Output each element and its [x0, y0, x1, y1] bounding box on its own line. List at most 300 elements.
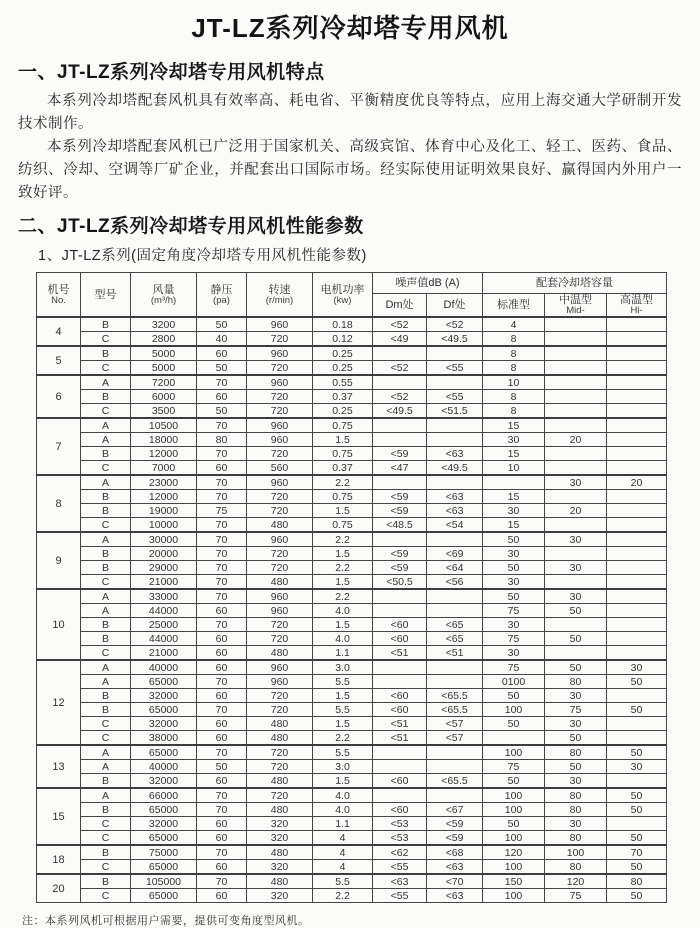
- cell-airflow: 25000: [131, 618, 197, 632]
- cell-power: 0.18: [313, 317, 373, 332]
- cell-noise-df: <63: [427, 490, 483, 504]
- table-row: [37, 731, 667, 746]
- cell-noise-dm: <53: [373, 831, 427, 846]
- cell-cap-hi: 30: [607, 760, 667, 774]
- cell-noise-dm: <53: [373, 817, 427, 831]
- cell-cap-standard: 30: [483, 547, 545, 561]
- cell-airflow: 3200: [131, 317, 197, 332]
- cell-cap-hi: 70: [607, 845, 667, 860]
- table-row: [37, 575, 667, 590]
- cell-cap-mid: 30: [545, 561, 607, 575]
- cell-noise-df: <70: [427, 874, 483, 889]
- cell-noise-dm: <60: [373, 774, 427, 789]
- header-capacity-mid: 中温型 Mid-: [545, 294, 607, 318]
- header-capacity-standard: 标准型: [483, 294, 545, 318]
- cell-cap-hi: [607, 817, 667, 831]
- cell-model: A: [81, 532, 131, 547]
- header-capacity-hi: 高温型 Hi-: [607, 294, 667, 318]
- table-row: [37, 788, 667, 803]
- cell-speed: 960: [247, 433, 313, 447]
- cell-noise-df: <65.5: [427, 774, 483, 789]
- cell-noise-dm: <55: [373, 860, 427, 875]
- cell-cap-hi: [607, 461, 667, 476]
- cell-cap-mid: 80: [545, 803, 607, 817]
- table-header: [37, 273, 667, 318]
- cell-model: A: [81, 375, 131, 390]
- cell-power: 2.2: [313, 532, 373, 547]
- cell-power: 4: [313, 860, 373, 875]
- cell-airflow: 30000: [131, 532, 197, 547]
- cell-speed: 560: [247, 461, 313, 476]
- cell-pressure: 75: [197, 504, 247, 518]
- cell-power: 4: [313, 831, 373, 846]
- cell-pressure: 70: [197, 447, 247, 461]
- table-row: [37, 589, 667, 604]
- cell-cap-standard: 100: [483, 788, 545, 803]
- cell-cap-standard: 30: [483, 618, 545, 632]
- cell-speed: 960: [247, 589, 313, 604]
- cell-unit-no: 5: [37, 346, 81, 375]
- cell-noise-dm: <47: [373, 461, 427, 476]
- cell-noise-dm: [373, 532, 427, 547]
- cell-noise-df: [427, 346, 483, 361]
- cell-cap-hi: [607, 447, 667, 461]
- cell-noise-df: [427, 675, 483, 689]
- cell-airflow: 32000: [131, 717, 197, 731]
- cell-cap-hi: 50: [607, 745, 667, 760]
- cell-cap-mid: [545, 375, 607, 390]
- cell-noise-df: <65: [427, 632, 483, 646]
- cell-speed: 960: [247, 532, 313, 547]
- cell-airflow: 19000: [131, 504, 197, 518]
- cell-pressure: 60: [197, 632, 247, 646]
- cell-airflow: 44000: [131, 632, 197, 646]
- cell-cap-standard: 50: [483, 561, 545, 575]
- cell-cap-standard: [483, 731, 545, 746]
- cell-power: 0.12: [313, 332, 373, 347]
- cell-model: B: [81, 703, 131, 717]
- performance-table: [36, 272, 667, 903]
- cell-speed: 720: [247, 689, 313, 703]
- cell-airflow: 65000: [131, 675, 197, 689]
- cell-power: 0.75: [313, 518, 373, 533]
- cell-power: 0.75: [313, 490, 373, 504]
- cell-pressure: 70: [197, 418, 247, 433]
- cell-cap-mid: 50: [545, 760, 607, 774]
- table-row: [37, 447, 667, 461]
- cell-cap-mid: [545, 618, 607, 632]
- table-row: [37, 889, 667, 903]
- cell-cap-mid: 20: [545, 504, 607, 518]
- cell-noise-df: <63: [427, 504, 483, 518]
- cell-pressure: 70: [197, 874, 247, 889]
- cell-power: 4.0: [313, 632, 373, 646]
- cell-noise-dm: <49.5: [373, 404, 427, 419]
- cell-noise-df: <65.5: [427, 689, 483, 703]
- cell-unit-no: 20: [37, 874, 81, 903]
- cell-speed: 320: [247, 889, 313, 903]
- cell-pressure: 70: [197, 375, 247, 390]
- header-noise-dm: Dm处: [373, 294, 427, 318]
- cell-pressure: 40: [197, 332, 247, 347]
- table-row: [37, 504, 667, 518]
- cell-model: B: [81, 803, 131, 817]
- cell-airflow: 65000: [131, 860, 197, 875]
- cell-model: A: [81, 475, 131, 490]
- table-row: [37, 418, 667, 433]
- cell-power: 5.5: [313, 675, 373, 689]
- cell-power: 2.2: [313, 731, 373, 746]
- cell-noise-dm: <55: [373, 889, 427, 903]
- cell-cap-standard: 50: [483, 589, 545, 604]
- cell-pressure: 60: [197, 717, 247, 731]
- cell-unit-no: 13: [37, 745, 81, 788]
- cell-power: 5.5: [313, 874, 373, 889]
- cell-cap-standard: 8: [483, 332, 545, 347]
- cell-noise-df: <64: [427, 561, 483, 575]
- cell-airflow: 12000: [131, 490, 197, 504]
- cell-model: C: [81, 860, 131, 875]
- table-row: [37, 760, 667, 774]
- cell-power: 0.37: [313, 390, 373, 404]
- cell-model: A: [81, 760, 131, 774]
- header-airflow: 风量 (m³/h): [131, 273, 197, 318]
- cell-noise-dm: <49: [373, 332, 427, 347]
- table-row: [37, 632, 667, 646]
- cell-cap-mid: [545, 490, 607, 504]
- cell-cap-mid: [545, 518, 607, 533]
- cell-airflow: 20000: [131, 547, 197, 561]
- cell-cap-hi: [607, 346, 667, 361]
- cell-cap-hi: [607, 547, 667, 561]
- cell-cap-hi: 50: [607, 675, 667, 689]
- cell-pressure: 60: [197, 346, 247, 361]
- cell-pressure: 60: [197, 390, 247, 404]
- cell-noise-df: [427, 660, 483, 675]
- cell-pressure: 60: [197, 889, 247, 903]
- cell-unit-no: 6: [37, 375, 81, 418]
- cell-model: C: [81, 404, 131, 419]
- cell-power: 4.0: [313, 788, 373, 803]
- cell-airflow: 32000: [131, 817, 197, 831]
- cell-cap-standard: 50: [483, 717, 545, 731]
- cell-airflow: 3500: [131, 404, 197, 419]
- cell-noise-dm: <60: [373, 803, 427, 817]
- cell-cap-hi: [607, 717, 667, 731]
- cell-cap-standard: 30: [483, 433, 545, 447]
- cell-noise-dm: [373, 418, 427, 433]
- cell-noise-dm: <60: [373, 689, 427, 703]
- cell-cap-mid: 75: [545, 889, 607, 903]
- cell-cap-mid: 100: [545, 845, 607, 860]
- cell-unit-no: 15: [37, 788, 81, 845]
- cell-noise-dm: <50.5: [373, 575, 427, 590]
- cell-cap-hi: [607, 375, 667, 390]
- cell-cap-mid: [545, 418, 607, 433]
- cell-cap-standard: [483, 475, 545, 490]
- cell-model: A: [81, 589, 131, 604]
- cell-airflow: 33000: [131, 589, 197, 604]
- table-row: [37, 831, 667, 846]
- cell-cap-standard: 50: [483, 817, 545, 831]
- cell-model: B: [81, 390, 131, 404]
- cell-noise-df: [427, 375, 483, 390]
- cell-power: 1.5: [313, 547, 373, 561]
- cell-noise-dm: <63: [373, 874, 427, 889]
- cell-model: B: [81, 447, 131, 461]
- cell-pressure: 60: [197, 774, 247, 789]
- cell-cap-standard: 100: [483, 745, 545, 760]
- cell-noise-df: [427, 532, 483, 547]
- cell-cap-mid: [545, 547, 607, 561]
- cell-airflow: 23000: [131, 475, 197, 490]
- cell-cap-standard: 100: [483, 703, 545, 717]
- cell-pressure: 60: [197, 646, 247, 661]
- cell-noise-df: <51.5: [427, 404, 483, 419]
- cell-noise-df: [427, 604, 483, 618]
- section2-heading: 二、JT-LZ系列冷却塔专用风机性能参数: [18, 216, 364, 237]
- cell-cap-mid: 120: [545, 874, 607, 889]
- section1-paragraph-2: 本系列冷却塔配套风机已广泛用于国家机关、高级宾馆、体育中心及化工、轻工、医药、食品、纺织、冷却、空调等厂矿企业，并配套出口国际市场。经实际使用证明效果良好、赢得国内外用户一致好评。: [18, 139, 682, 201]
- cell-model: C: [81, 332, 131, 347]
- cell-cap-standard: 50: [483, 532, 545, 547]
- cell-speed: 720: [247, 760, 313, 774]
- cell-cap-mid: 50: [545, 660, 607, 675]
- cell-cap-standard: 30: [483, 646, 545, 661]
- cell-speed: 960: [247, 660, 313, 675]
- cell-cap-hi: [607, 390, 667, 404]
- cell-cap-standard: 100: [483, 831, 545, 846]
- cell-model: B: [81, 346, 131, 361]
- cell-cap-standard: 15: [483, 518, 545, 533]
- cell-model: C: [81, 831, 131, 846]
- cell-cap-standard: 8: [483, 390, 545, 404]
- table-row: [37, 803, 667, 817]
- cell-noise-dm: <51: [373, 717, 427, 731]
- table-row: [37, 703, 667, 717]
- cell-speed: 720: [247, 632, 313, 646]
- cell-noise-dm: <52: [373, 361, 427, 376]
- cell-cap-hi: [607, 332, 667, 347]
- cell-pressure: 70: [197, 561, 247, 575]
- cell-noise-df: <63: [427, 447, 483, 461]
- cell-cap-standard: 100: [483, 803, 545, 817]
- table-row: [37, 845, 667, 860]
- cell-speed: 720: [247, 361, 313, 376]
- cell-cap-mid: 30: [545, 717, 607, 731]
- cell-airflow: 10500: [131, 418, 197, 433]
- cell-noise-df: <57: [427, 717, 483, 731]
- table-row: [37, 774, 667, 789]
- cell-pressure: 60: [197, 831, 247, 846]
- cell-speed: 480: [247, 717, 313, 731]
- table-row: [37, 375, 667, 390]
- cell-cap-standard: 100: [483, 889, 545, 903]
- cell-cap-mid: [545, 575, 607, 590]
- cell-noise-dm: [373, 604, 427, 618]
- header-noise-df: Df处: [427, 294, 483, 318]
- cell-noise-df: <56: [427, 575, 483, 590]
- cell-cap-mid: 80: [545, 788, 607, 803]
- cell-noise-df: [427, 475, 483, 490]
- table-row: [37, 433, 667, 447]
- cell-pressure: 60: [197, 731, 247, 746]
- cell-noise-dm: [373, 745, 427, 760]
- cell-airflow: 40000: [131, 760, 197, 774]
- cell-cap-hi: 50: [607, 803, 667, 817]
- cell-pressure: 70: [197, 547, 247, 561]
- footnote: 注：本系列风机可根据用户需要，提供可变角度型风机。: [22, 915, 310, 927]
- cell-airflow: 65000: [131, 745, 197, 760]
- cell-unit-no: 7: [37, 418, 81, 475]
- cell-airflow: 32000: [131, 689, 197, 703]
- cell-noise-df: <67: [427, 803, 483, 817]
- cell-cap-hi: 20: [607, 475, 667, 490]
- cell-speed: 320: [247, 860, 313, 875]
- cell-pressure: 70: [197, 618, 247, 632]
- cell-speed: 960: [247, 317, 313, 332]
- cell-airflow: 10000: [131, 518, 197, 533]
- cell-speed: 960: [247, 604, 313, 618]
- cell-power: 5.5: [313, 745, 373, 760]
- cell-cap-standard: 50: [483, 689, 545, 703]
- cell-model: C: [81, 817, 131, 831]
- cell-power: 1.1: [313, 646, 373, 661]
- cell-noise-dm: [373, 788, 427, 803]
- cell-cap-mid: 20: [545, 433, 607, 447]
- cell-noise-dm: <60: [373, 632, 427, 646]
- cell-cap-standard: 15: [483, 490, 545, 504]
- cell-noise-dm: <59: [373, 561, 427, 575]
- cell-speed: 720: [247, 547, 313, 561]
- cell-airflow: 65000: [131, 831, 197, 846]
- cell-model: C: [81, 518, 131, 533]
- cell-noise-dm: [373, 433, 427, 447]
- cell-noise-df: <59: [427, 831, 483, 846]
- cell-power: 2.2: [313, 561, 373, 575]
- cell-noise-df: [427, 760, 483, 774]
- cell-noise-df: <55: [427, 361, 483, 376]
- cell-speed: 480: [247, 731, 313, 746]
- cell-noise-dm: [373, 589, 427, 604]
- cell-cap-hi: [607, 433, 667, 447]
- cell-cap-mid: [545, 361, 607, 376]
- cell-pressure: 70: [197, 788, 247, 803]
- cell-airflow: 65000: [131, 703, 197, 717]
- cell-power: 0.55: [313, 375, 373, 390]
- cell-cap-standard: 75: [483, 604, 545, 618]
- cell-airflow: 38000: [131, 731, 197, 746]
- cell-cap-hi: [607, 518, 667, 533]
- cell-power: 1.1: [313, 817, 373, 831]
- cell-cap-hi: 50: [607, 703, 667, 717]
- cell-model: A: [81, 745, 131, 760]
- cell-cap-hi: [607, 490, 667, 504]
- cell-noise-dm: <59: [373, 447, 427, 461]
- header-motor-power: 电机功率 (kw): [313, 273, 373, 318]
- cell-model: B: [81, 618, 131, 632]
- cell-noise-df: <69: [427, 547, 483, 561]
- cell-noise-df: <68: [427, 845, 483, 860]
- cell-model: B: [81, 774, 131, 789]
- cell-cap-standard: 4: [483, 317, 545, 332]
- cell-cap-mid: 30: [545, 475, 607, 490]
- cell-speed: 480: [247, 518, 313, 533]
- cell-noise-df: <63: [427, 889, 483, 903]
- cell-cap-hi: [607, 361, 667, 376]
- cell-noise-df: [427, 418, 483, 433]
- cell-power: 4.0: [313, 604, 373, 618]
- cell-airflow: 29000: [131, 561, 197, 575]
- cell-cap-hi: [607, 689, 667, 703]
- cell-pressure: 60: [197, 604, 247, 618]
- cell-noise-dm: <59: [373, 490, 427, 504]
- cell-cap-hi: [607, 604, 667, 618]
- cell-cap-mid: 50: [545, 731, 607, 746]
- cell-noise-dm: [373, 760, 427, 774]
- cell-cap-hi: [607, 404, 667, 419]
- cell-model: A: [81, 675, 131, 689]
- cell-airflow: 105000: [131, 874, 197, 889]
- cell-pressure: 70: [197, 490, 247, 504]
- cell-pressure: 60: [197, 660, 247, 675]
- cell-airflow: 65000: [131, 889, 197, 903]
- page-title: JT-LZ系列冷却塔专用风机: [191, 13, 509, 43]
- cell-noise-df: <49.5: [427, 461, 483, 476]
- cell-cap-hi: [607, 532, 667, 547]
- cell-speed: 480: [247, 575, 313, 590]
- cell-speed: 480: [247, 874, 313, 889]
- cell-cap-standard: 120: [483, 845, 545, 860]
- cell-speed: 960: [247, 375, 313, 390]
- cell-cap-standard: 75: [483, 660, 545, 675]
- table-row: [37, 745, 667, 760]
- header-static-pressure: 静压 (pa): [197, 273, 247, 318]
- table-row: [37, 518, 667, 533]
- cell-pressure: 70: [197, 518, 247, 533]
- cell-noise-dm: <60: [373, 618, 427, 632]
- cell-cap-mid: [545, 404, 607, 419]
- cell-cap-mid: 80: [545, 675, 607, 689]
- cell-model: A: [81, 660, 131, 675]
- table-row: [37, 317, 667, 332]
- cell-pressure: 50: [197, 361, 247, 376]
- cell-cap-hi: [607, 646, 667, 661]
- cell-pressure: 70: [197, 703, 247, 717]
- cell-pressure: 70: [197, 675, 247, 689]
- cell-power: 1.5: [313, 774, 373, 789]
- cell-power: 0.25: [313, 404, 373, 419]
- cell-noise-dm: [373, 660, 427, 675]
- cell-cap-mid: [545, 346, 607, 361]
- cell-airflow: 7200: [131, 375, 197, 390]
- table-row: [37, 346, 667, 361]
- cell-cap-hi: [607, 632, 667, 646]
- cell-pressure: 80: [197, 433, 247, 447]
- cell-model: C: [81, 461, 131, 476]
- cell-airflow: 5000: [131, 346, 197, 361]
- cell-model: A: [81, 604, 131, 618]
- table-row: [37, 604, 667, 618]
- cell-cap-hi: 30: [607, 660, 667, 675]
- table-row: [37, 475, 667, 490]
- cell-unit-no: 12: [37, 660, 81, 745]
- cell-speed: 480: [247, 646, 313, 661]
- cell-cap-standard: 30: [483, 575, 545, 590]
- cell-cap-mid: [545, 646, 607, 661]
- cell-noise-dm: <48.5: [373, 518, 427, 533]
- cell-airflow: 44000: [131, 604, 197, 618]
